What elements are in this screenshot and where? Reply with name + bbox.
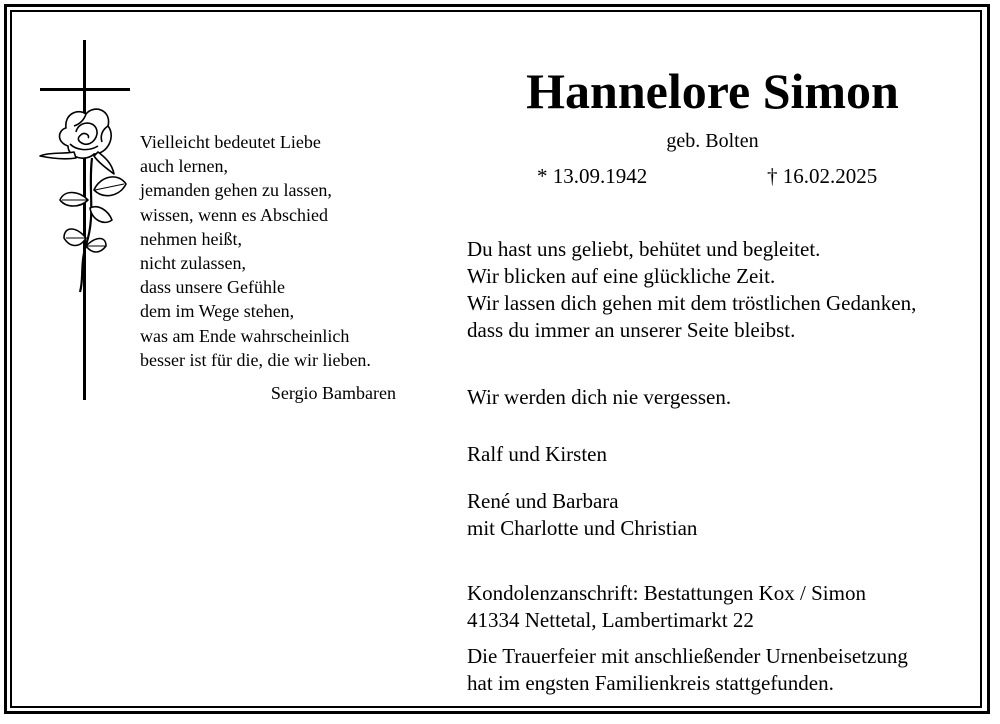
poem-line: dass unsere Gefühle — [140, 277, 285, 298]
verse-line: dass du immer an unserer Seite bleibst. — [467, 318, 796, 342]
birth-date: * 13.09.1942 — [537, 164, 648, 188]
death-date: † 16.02.2025 — [767, 164, 878, 188]
verse-line: Du hast uns geliebt, behütet und begleitet. — [467, 237, 821, 261]
service-line: hat im engsten Familienkreis stattgefunden. — [467, 671, 834, 695]
poem-line: jemanden gehen zu lassen, — [140, 180, 332, 201]
verse-line: Wir blicken auf eine glückliche Zeit. — [467, 264, 776, 288]
family-line: René und Barbara — [467, 489, 619, 513]
deceased-name: Hannelore Simon — [526, 63, 899, 119]
farewell-text: Wir werden dich nie vergessen. — [467, 385, 732, 409]
family-group — [467, 441, 607, 468]
service-note — [467, 643, 908, 697]
family-group — [467, 488, 697, 542]
service-line: Die Trauerfeier mit anschließender Urnenbeisetzung — [467, 644, 908, 668]
poem-line: was am Ende wahrscheinlich — [140, 325, 350, 346]
poem-line: besser ist für die, die wir lieben. — [140, 349, 371, 370]
family-line: mit Charlotte und Christian — [467, 516, 698, 540]
poem-line: dem im Wege stehen, — [140, 301, 295, 322]
family-line: Ralf und Kirsten — [467, 442, 607, 466]
poem-line: wissen, wenn es Abschied — [140, 204, 328, 225]
farewell — [467, 384, 731, 411]
poem-line: auch lernen, — [140, 156, 228, 177]
cross-icon — [40, 40, 130, 400]
address-line: 41334 Nettetal, Lambertimarkt 22 — [467, 608, 754, 632]
condolence-address — [467, 580, 866, 634]
poem-author: Sergio Bambaren — [270, 383, 396, 403]
poem-line: nehmen heißt, — [140, 228, 242, 249]
verse — [467, 236, 916, 344]
address-line: Kondolenzanschrift: Bestattungen Kox / Simon — [467, 581, 866, 605]
maiden-name: geb. Bolten — [666, 130, 759, 152]
poem — [140, 130, 420, 372]
cross-with-rose-icon — [36, 40, 136, 402]
verse-line: Wir lassen dich gehen mit dem tröstlichen Gedanken, — [467, 291, 917, 315]
poem-line: Vielleicht bedeutet Liebe — [140, 132, 321, 152]
poem-line: nicht zulassen, — [140, 253, 246, 274]
rose-icon — [40, 109, 126, 292]
